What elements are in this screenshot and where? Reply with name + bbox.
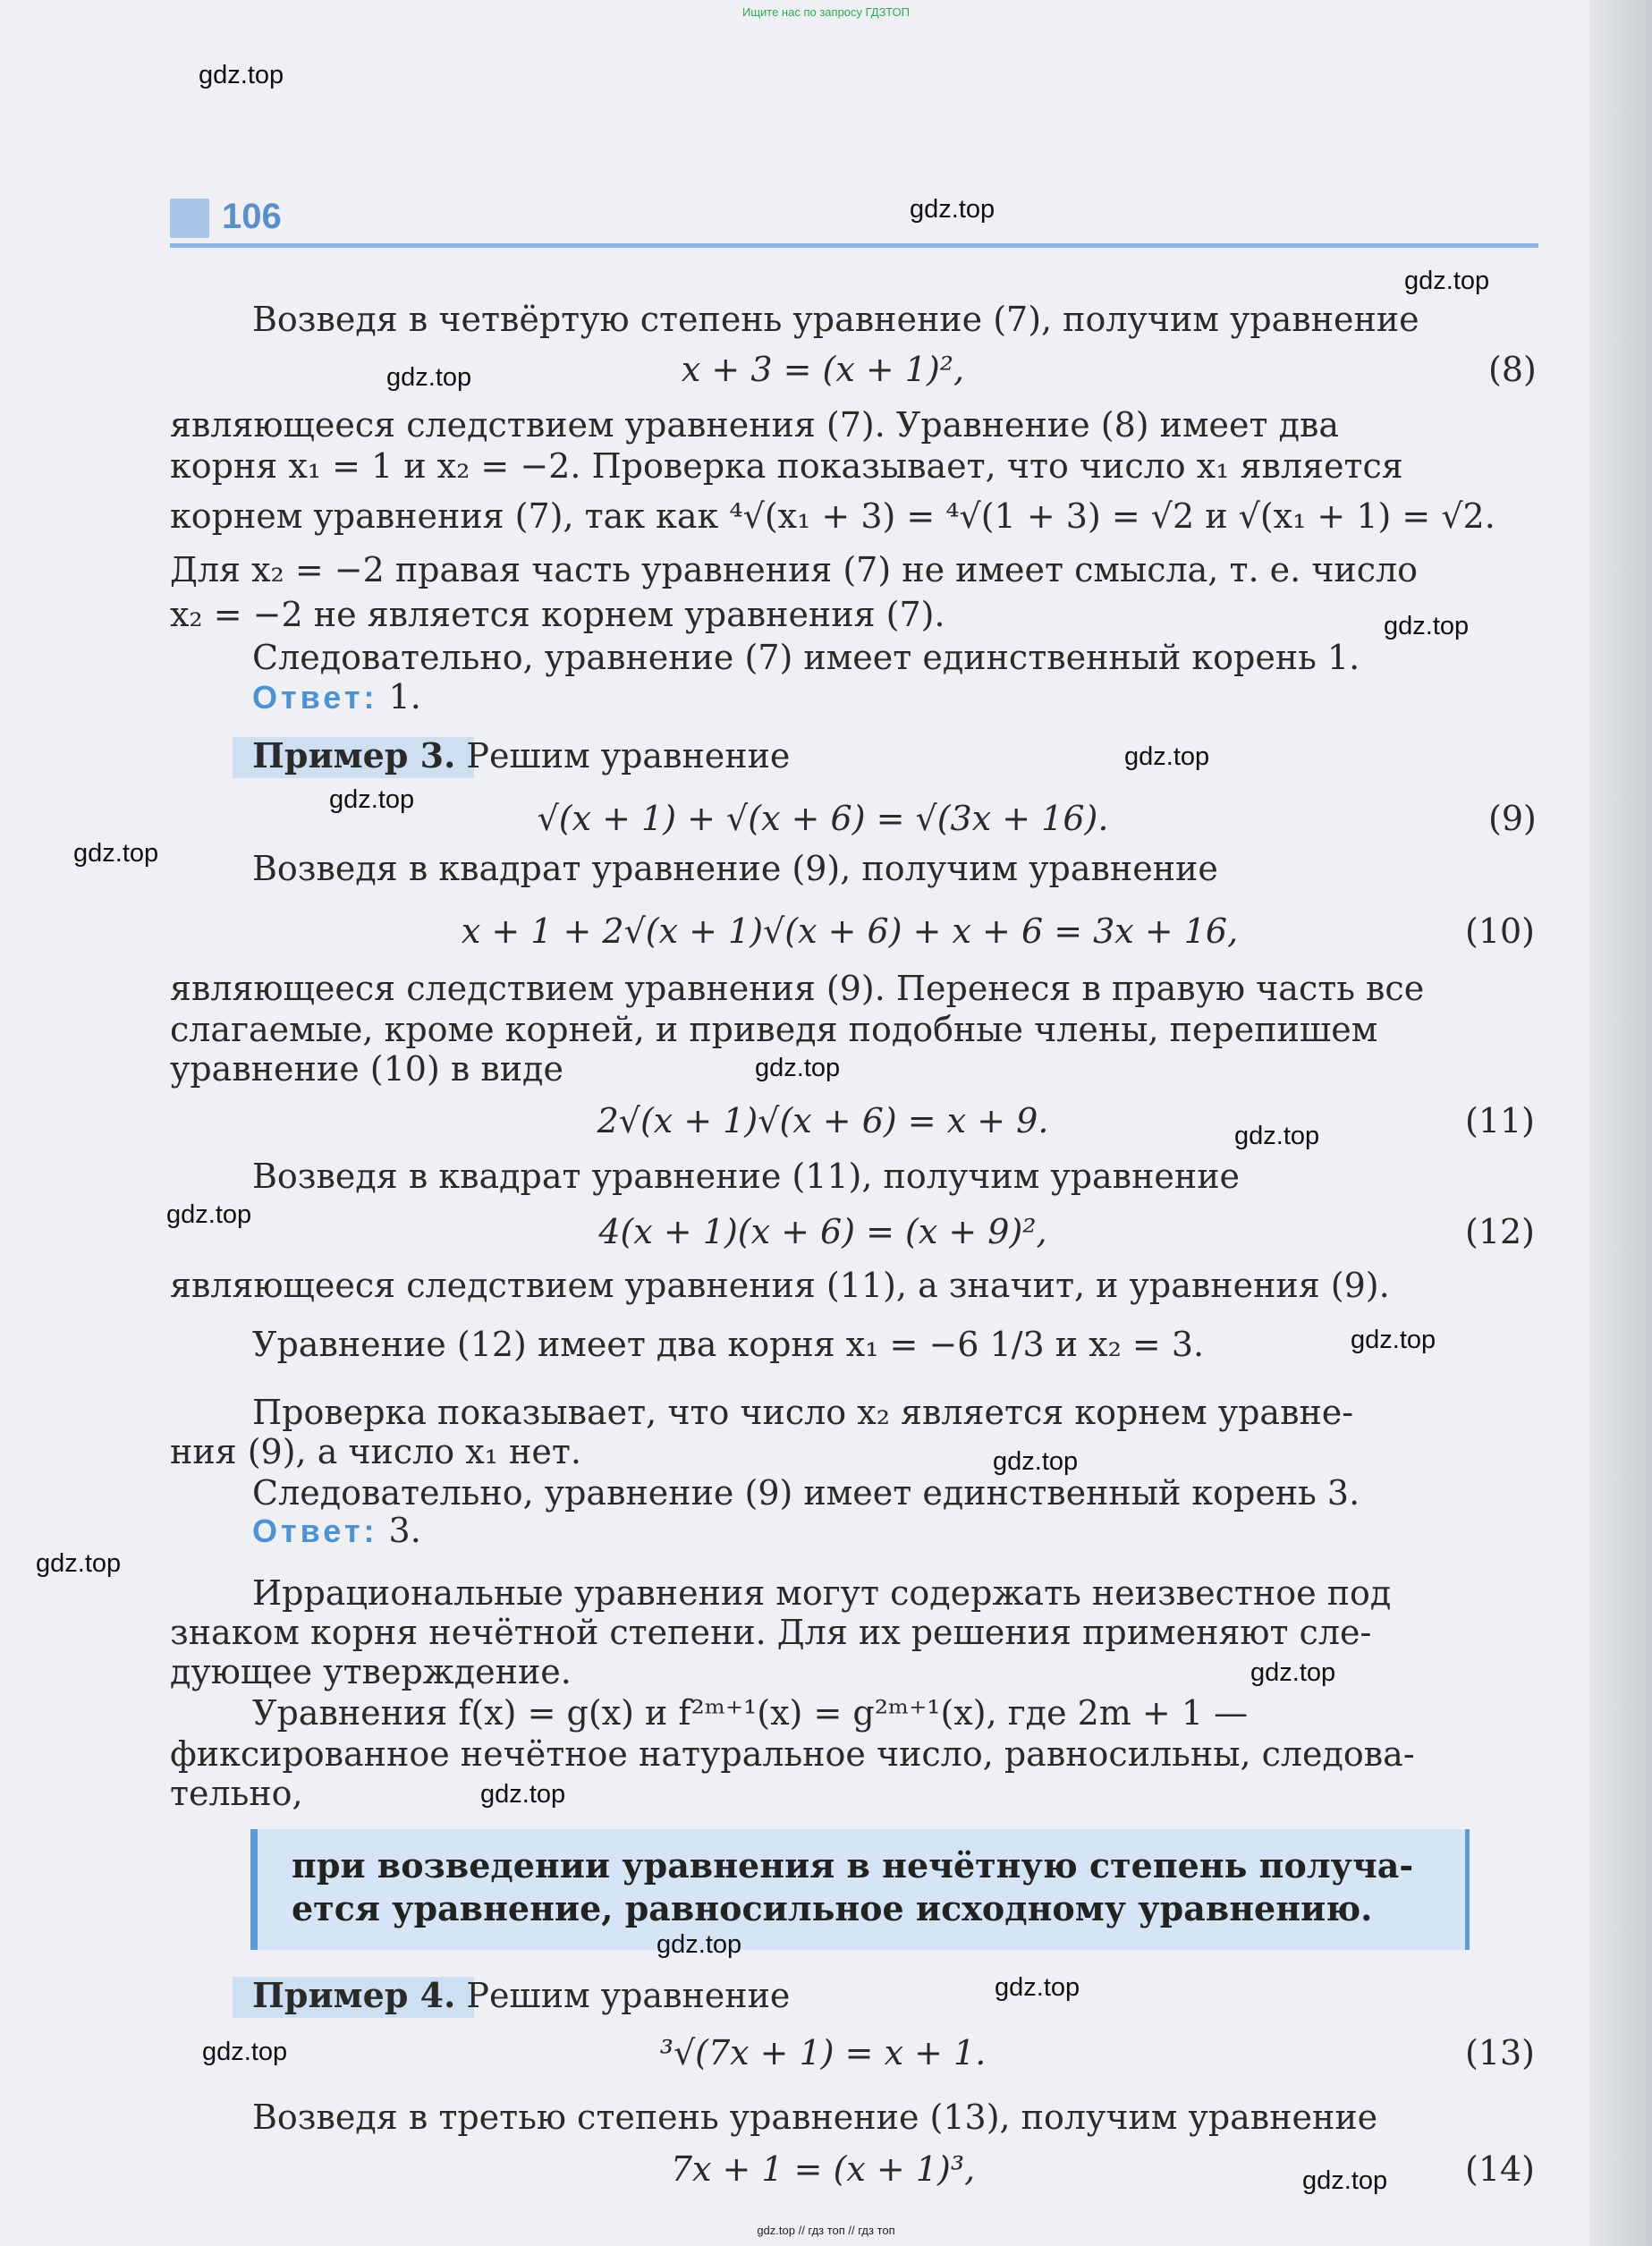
equation-9: √(x + 1) + √(x + 6) = √(3x + 16). (537, 799, 1109, 838)
rule-line-2: ется уравнение, равносильное исходному уравнению. (292, 1888, 1373, 1928)
header-rule (170, 243, 1538, 248)
page-number: 106 (222, 197, 282, 236)
watermark: gdz.top (36, 1549, 122, 1578)
line-23: тельно, (170, 1774, 303, 1813)
example-3-label: Пример 3. (252, 735, 456, 776)
watermark: gdz.top (202, 2038, 288, 2066)
line-22: фиксированное нечётное натуральное число, равносильны, следова- (170, 1734, 1415, 1774)
bleed-through-text (179, 340, 190, 379)
line-19: знаком корня нечётной степени. Для их решения применяют сле- (170, 1613, 1372, 1652)
line-2: являющееся следствием уравнения (7). Уравнение (8) имеет два (170, 405, 1340, 445)
line-8: Возведя в квадрат уравнение (9), получим уравнение (252, 849, 1218, 888)
line-4: корнем уравнения (7), так как ⁴√(x₁ + 3) = ⁴√(1 + 3) = √2 и √(x₁ + 1) = √2. (170, 496, 1495, 536)
line-21: Уравнения f(x) = g(x) и f²ᵐ⁺¹(x) = g²ᵐ⁺¹(x), где 2m + 1 — (252, 1693, 1249, 1733)
line-17: Следовательно, уравнение (9) имеет единственный корень 3. (252, 1473, 1360, 1513)
line-3: корня x₁ = 1 и x₂ = −2. Проверка показывает, что число x₁ является (170, 446, 1403, 486)
line-12: Возведя в квадрат уравнение (11), получим уравнение (252, 1157, 1241, 1196)
line-10: слагаемые, кроме корней, и приведя подобные члены, перепишем (170, 1010, 1378, 1049)
watermark: gdz.top (386, 363, 472, 392)
line-7: Следовательно, уравнение (7) имеет единственный корень 1. (252, 638, 1360, 677)
watermark: gdz.top (1384, 612, 1470, 640)
line-14: Уравнение (12) имеет два корня x₁ = −6 1/3 и x₂ = 3. (252, 1325, 1205, 1364)
answer-2-value: 3. (377, 1511, 421, 1550)
watermark: gdz.top (329, 785, 415, 814)
answer-2 (252, 1510, 421, 1552)
watermark: gdz.top (480, 1780, 566, 1809)
watermark: gdz.top (73, 839, 159, 868)
equation-11: 2√(x + 1)√(x + 6) = x + 9. (597, 1101, 1049, 1140)
line-20: дующее утверждение. (170, 1652, 572, 1691)
equation-8: x + 3 = (x + 1)², (681, 350, 965, 389)
bottom-footer: gdz.top // гдз топ // гдз топ (757, 2224, 895, 2237)
line-1: Возведя в четвёртую степень уравнение (7), получим уравнение (252, 300, 1419, 339)
watermark: gdz.top (1404, 267, 1490, 295)
example-3-text: Решим уравнение (455, 736, 791, 776)
equation-12: 4(x + 1)(x + 6) = (x + 9)², (598, 1212, 1047, 1251)
line-5: Для x₂ = −2 правая часть уравнения (7) не имеет смысла, т. е. число (170, 550, 1419, 589)
equation-number-9: (9) (1488, 799, 1537, 838)
page-header (170, 199, 1538, 252)
watermark: gdz.top (1250, 1658, 1336, 1687)
example-4-text: Решим уравнение (455, 1976, 791, 2015)
example-3-heading (252, 735, 790, 776)
equation-13: ³√(7x + 1) = x + 1. (659, 2033, 987, 2072)
watermark: gdz.top (1124, 742, 1210, 771)
line-6: x₂ = −2 не является корнем уравнения (7). (170, 595, 945, 634)
answer-1 (252, 676, 421, 718)
equation-number-14: (14) (1465, 2149, 1536, 2189)
line-16: ния (9), а число x₁ нет. (170, 1432, 581, 1471)
equation-number-10: (10) (1465, 911, 1536, 951)
equation-number-8: (8) (1488, 350, 1537, 389)
example-4-label: Пример 4. (252, 1975, 456, 2015)
line-13: являющееся следствием уравнения (11), а значит, и уравнения (9). (170, 1266, 1390, 1305)
watermark: gdz.top (993, 1447, 1079, 1476)
watermark: gdz.top (199, 61, 284, 89)
equation-number-12: (12) (1465, 1212, 1536, 1251)
watermark: gdz.top (1351, 1326, 1436, 1354)
rule-callout-box (250, 1829, 1470, 1950)
answer-1-value: 1. (377, 677, 421, 716)
watermark: gdz.top (1302, 2166, 1388, 2195)
watermark: gdz.top (910, 195, 995, 224)
equation-number-11: (11) (1465, 1101, 1536, 1140)
equation-14: 7x + 1 = (x + 1)³, (670, 2149, 976, 2189)
rule-line-1: при возведении уравнения в нечётную степень получа- (292, 1845, 1414, 1886)
equation-10: x + 1 + 2√(x + 1)√(x + 6) + x + 6 = 3x + 16, (461, 911, 1239, 951)
watermark: gdz.top (1234, 1122, 1320, 1150)
line-18: Иррациональные уравнения могут содержать неизвестное под (252, 1573, 1392, 1613)
top-banner: Ищите нас по запросу ГДЗТОП (741, 5, 910, 19)
line-15: Проверка показывает, что число x₂ является корнем уравне- (252, 1393, 1354, 1432)
watermark: gdz.top (995, 1973, 1080, 2002)
example-4-heading (252, 1975, 790, 2016)
watermark: gdz.top (166, 1200, 252, 1229)
page-number-box (170, 199, 209, 238)
watermark: gdz.top (657, 1930, 742, 1959)
line-9: являющееся следствием уравнения (9). Перенеся в правую часть все (170, 969, 1425, 1008)
watermark: gdz.top (755, 1054, 841, 1082)
line-24: Возведя в третью степень уравнение (13), получим уравнение (252, 2098, 1378, 2137)
line-11: уравнение (10) в виде (170, 1049, 563, 1089)
equation-number-13: (13) (1465, 2033, 1536, 2072)
answer-1-label: Ответ: (252, 679, 378, 716)
answer-2-label: Ответ: (252, 1513, 378, 1549)
page-edge-shadow (1589, 0, 1652, 2246)
